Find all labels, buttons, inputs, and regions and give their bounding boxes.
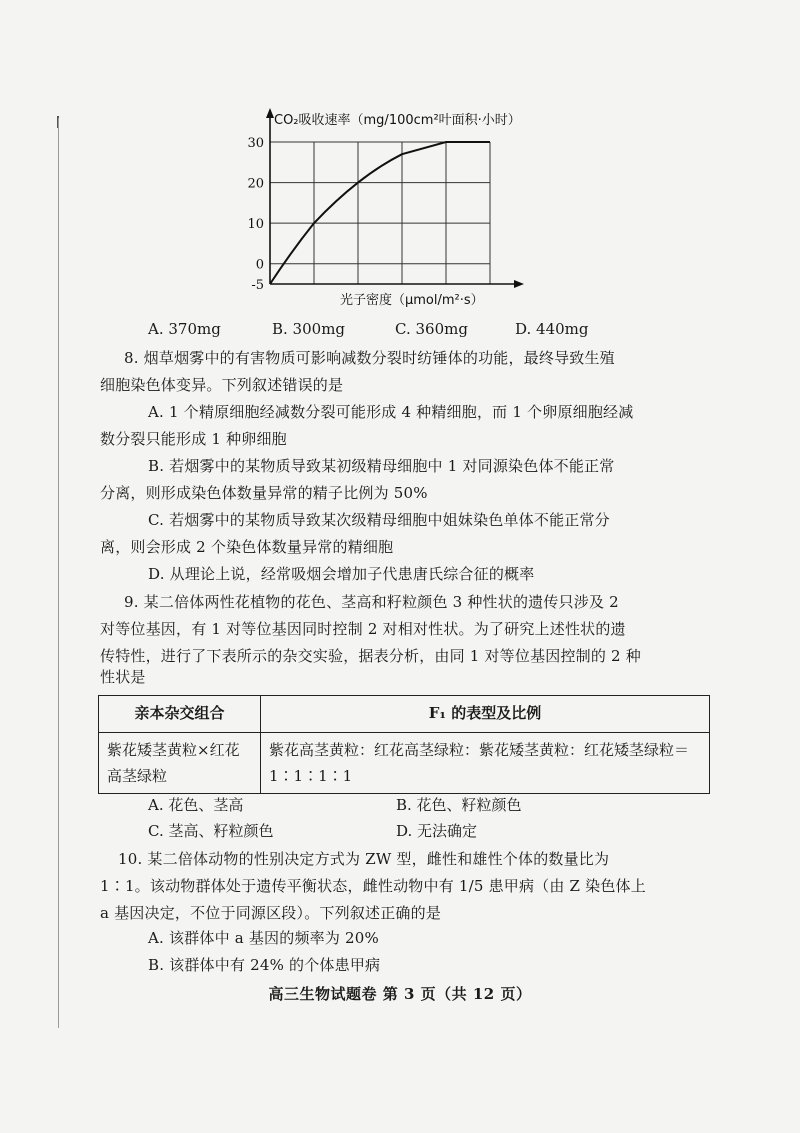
co2-chart — [230, 104, 560, 319]
table-cell-f1: 紫花高茎黄粒：红花高茎绿粒：紫花矮茎黄粒：红花矮茎绿粒＝1∶1∶1∶1 — [261, 733, 710, 794]
q7-option-b: B. 300mg — [272, 320, 346, 338]
x-axis-arrow — [514, 280, 524, 288]
q9-stem-line4: 性状是 — [100, 668, 146, 686]
q8-option-d: D. 从理论上说，经常吸烟会增加子代患唐氏综合征的概率 — [148, 565, 535, 583]
binding-line — [58, 118, 59, 1028]
y-tick-label: 10 — [247, 217, 264, 233]
q10-option-a: A. 该群体中 a 基因的频率为 20% — [148, 929, 379, 947]
q8-option-c-line1: C. 若烟雾中的某物质导致某次级精母细胞中姐妹染色单体不能正常分 — [148, 511, 610, 529]
table-header-row — [99, 696, 710, 733]
cross-experiment-table — [98, 695, 710, 794]
q8-option-b-line1: B. 若烟雾中的某物质导致某初级精母细胞中 1 对同源染色体不能正常 — [148, 457, 615, 475]
q9-option-a: A. 花色、茎高 — [148, 796, 244, 814]
q9-option-b: B. 花色、籽粒颜色 — [396, 796, 522, 814]
y-tick-label: -5 — [251, 278, 264, 293]
q8-option-a-line2: 数分裂只能形成 1 种卵细胞 — [100, 430, 287, 448]
q10-stem-line2: 1∶1。该动物群体处于遗传平衡状态，雌性动物中有 1/5 患甲病（由 Z 染色体上 — [100, 877, 646, 895]
q9-option-c: C. 茎高、籽粒颜色 — [148, 822, 274, 840]
table-header-cross: 亲本杂交组合 — [99, 696, 261, 733]
table-header-f1: F₁ 的表型及比例 — [261, 696, 710, 733]
x-axis-title: 光子密度（μmol/m²·s） — [340, 293, 484, 308]
q8-option-a-line1: A. 1 个精原细胞经减数分裂可能形成 4 种精细胞，而 1 个卵原细胞经减 — [148, 403, 634, 421]
table-row — [99, 733, 710, 794]
page-footer: 高三生物试题卷 第 3 页（共 12 页） — [268, 985, 532, 1003]
chart-svg — [230, 104, 560, 319]
q8-stem-line1: 8. 烟草烟雾中的有害物质可影响减数分裂时纺锤体的功能，最终导致生殖 — [124, 349, 615, 367]
q10-stem-line3: a 基因决定，不位于同源区段）。下列叙述正确的是 — [100, 904, 442, 922]
y-axis-title: CO₂吸收速率（mg/100cm²叶面积·小时） — [274, 113, 521, 128]
q8-option-c-line2: 离，则会形成 2 个染色体数量异常的精细胞 — [100, 538, 394, 556]
q8-stem-line2: 细胞染色体变异。下列叙述错误的是 — [100, 376, 344, 394]
q9-stem-line2: 对等位基因，有 1 对等位基因同时控制 2 对相对性状。为了研究上述性状的遗 — [100, 620, 626, 638]
q7-option-c: C. 360mg — [395, 320, 468, 338]
co2-curve — [270, 142, 490, 284]
y-tick-label: 0 — [255, 257, 264, 273]
q9-stem-line1: 9. 某二倍体两性花植物的花色、茎高和籽粒颜色 3 种性状的遗传只涉及 2 — [124, 593, 619, 611]
q8-option-b-line2: 分离，则形成染色体数量异常的精子比例为 50% — [100, 484, 428, 502]
y-tick-label: 30 — [247, 136, 264, 151]
q9-option-d: D. 无法确定 — [396, 822, 478, 840]
q9-stem-line3: 传特性，进行了下表所示的杂交实验，据表分析，由同 1 对等位基因控制的 2 种 — [100, 647, 641, 665]
q10-stem-line1: 10. 某二倍体动物的性别决定方式为 ZW 型，雌性和雄性个体的数量比为 — [118, 850, 610, 868]
table-cell-cross: 紫花矮茎黄粒×红花高茎绿粒 — [99, 733, 261, 794]
q10-option-b: B. 该群体中有 24% 的个体患甲病 — [148, 956, 381, 974]
y-tick-label: 20 — [247, 176, 264, 192]
q7-option-a: A. 370mg — [148, 320, 221, 338]
q7-option-d: D. 440mg — [515, 320, 589, 338]
y-axis-arrow — [266, 108, 274, 118]
